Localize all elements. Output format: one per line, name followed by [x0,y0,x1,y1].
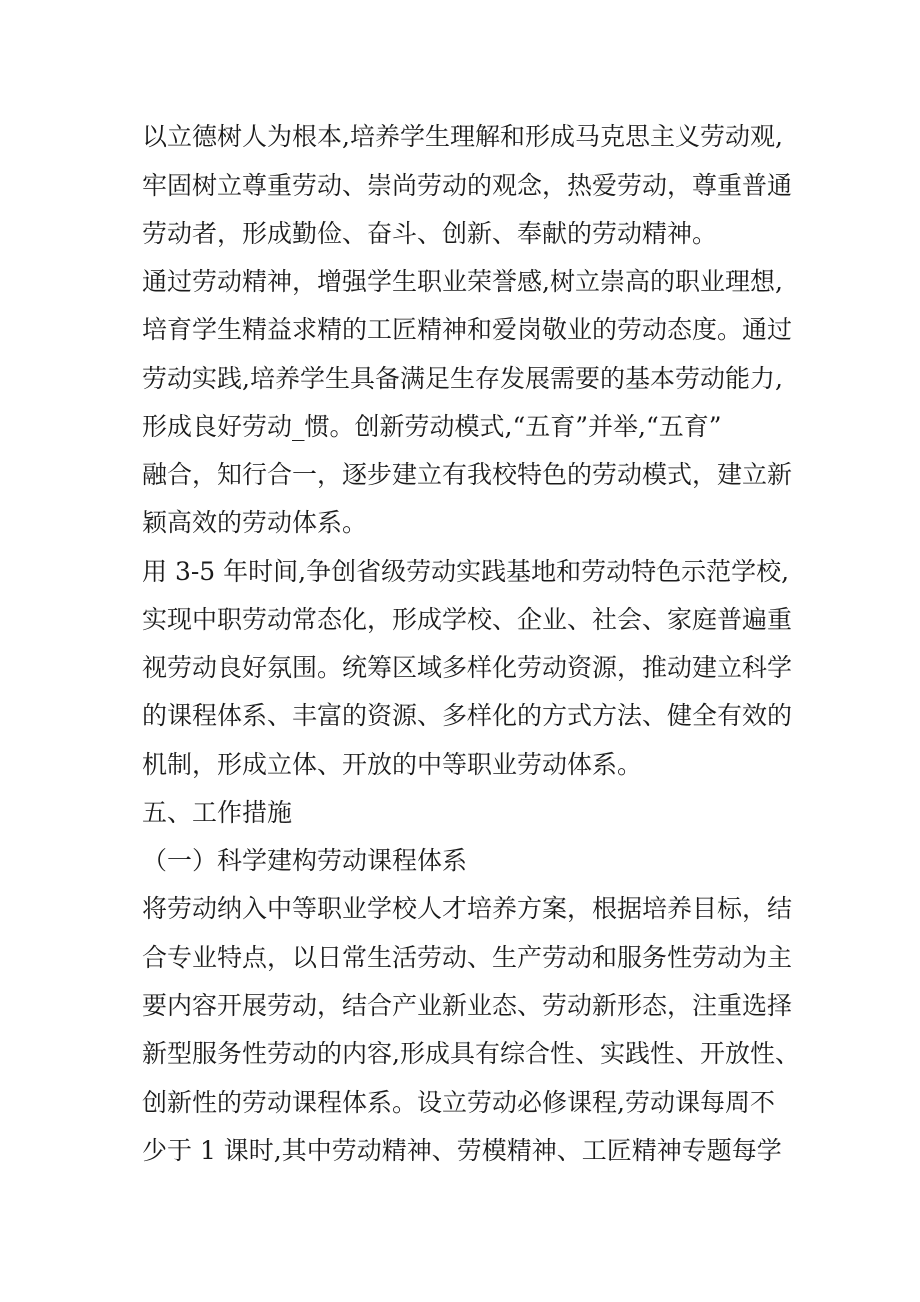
text-line: 合专业特点，以日常生活劳动、生产劳动和服务性劳动为主 [142,943,793,972]
text-line: 的课程体系、丰富的资源、多样化的方式方法、健全有效的 [142,701,793,730]
text-line: 劳动者，形成勤俭、奋斗、创新、奉献的劳动精神。 [142,219,718,248]
text-line: 机制，形成立体、开放的中等职业劳动体系。 [142,750,643,779]
text-line: 视劳动良好氛围。统筹区域多样化劳动资源，推动建立科学 [142,653,793,682]
text-line: 用 3-5 年时间,争创省级劳动实践基地和劳动特色示范学校, [142,557,790,586]
text-line: 创新性的劳动课程体系。设立劳动必修课程,劳动课每周不 [142,1088,775,1117]
text-line: 以立德树人为根本,培养学生理解和形成马克思主义劳动观, [142,122,783,151]
text-line: 牢固树立尊重劳动、崇尚劳动的观念，热爱劳动，尊重普通 [142,171,793,200]
text-line: 将劳动纳入中等职业学校人才培养方案，根据培养目标，结 [142,894,793,923]
text-line: 培育学生精益求精的工匠精神和爱岗敬业的劳动态度。通过 [142,315,793,344]
text-line: 要内容开展劳动，结合产业新业态、劳动新形态，注重选择 [142,991,793,1020]
subsection-heading: （一）科学建构劳动课程体系 [142,846,468,875]
text-line: 通过劳动精神，增强学生职业荣誉感,树立崇高的职业理想, [142,267,783,296]
text-line: 劳动实践,培养学生具备满足生存发展需要的基本劳动能力, [142,364,783,393]
text-line: 新型服务性劳动的内容,形成具有综合性、实践性、开放性、 [142,1039,800,1068]
section-heading: 五、工作措施 [142,798,293,827]
text-line: 形成良好劳动_惯。创新劳动模式,“五育”并举,“五育” [142,412,722,441]
text-line: 颖高效的劳动体系。 [142,508,368,537]
text-line: 实现中职劳动常态化，形成学校、企业、社会、家庭普遍重 [142,605,793,634]
text-line: 少于 1 课时,其中劳动精神、劳模精神、工匠精神专题每学 [142,1136,782,1165]
text-line: 融合，知行合一，逐步建立有我校特色的劳动模式，建立新 [142,460,793,489]
